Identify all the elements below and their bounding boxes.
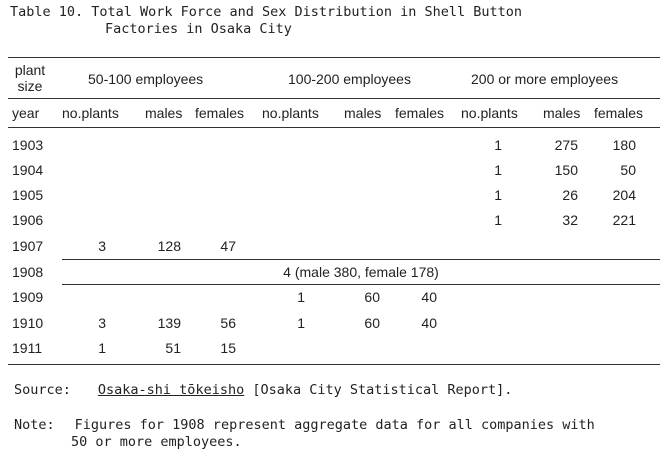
cell-females-100: 40 xyxy=(421,289,437,305)
cell-no-plants-200: 1 xyxy=(494,137,502,153)
source-line xyxy=(14,382,512,398)
cell-males-100: 60 xyxy=(364,289,380,305)
group-header-100-200: 100-200 employees xyxy=(288,71,411,87)
subheader-males-3: males xyxy=(543,105,581,121)
row-year: 1904 xyxy=(12,162,44,178)
span-rule-bottom xyxy=(62,284,660,285)
row-year: 1906 xyxy=(12,212,44,228)
cell-males-200: 32 xyxy=(562,212,578,228)
cell-females-50: 56 xyxy=(220,315,236,331)
cell-females-200: 221 xyxy=(612,212,636,228)
subheader-females-2: females xyxy=(395,105,445,121)
year-header: year xyxy=(12,105,40,121)
note xyxy=(14,417,595,451)
stub-header-line2: size xyxy=(17,78,43,94)
row-year: 1910 xyxy=(12,315,44,331)
cell-no-plants-50: 1 xyxy=(98,340,106,356)
note-line1: Figures for 1908 represent aggregate data for all companies with xyxy=(74,417,595,433)
header-rule xyxy=(8,98,660,99)
row-year: 1911 xyxy=(12,340,43,356)
subheader-females-3: females xyxy=(594,105,644,121)
cell-no-plants-200: 1 xyxy=(494,187,502,203)
subheader-females-1: females xyxy=(195,105,245,121)
row-year: 1909 xyxy=(12,289,44,305)
row-year: 1908 xyxy=(12,264,44,280)
bottom-rule xyxy=(8,364,660,365)
cell-no-plants-100: 1 xyxy=(297,289,305,305)
cell-females-200: 180 xyxy=(612,137,636,153)
subheader-no-plants-1: no.plants xyxy=(62,105,119,121)
cell-males-50: 128 xyxy=(157,238,181,254)
stub-header-line1: plant xyxy=(14,62,46,78)
subheader-no-plants-3: no.plants xyxy=(461,105,518,121)
source-title: Osaka-shi tōkeisho xyxy=(97,382,245,398)
cell-females-50: 15 xyxy=(220,340,236,356)
cell-females-200: 50 xyxy=(620,162,636,178)
cell-males-200: 275 xyxy=(554,137,578,153)
table-title-line2: Factories in Osaka City xyxy=(105,21,292,37)
top-rule xyxy=(8,57,660,58)
source-label: Source: xyxy=(14,382,71,398)
cell-males-200: 150 xyxy=(554,162,578,178)
table-title xyxy=(10,4,522,38)
cell-no-plants-100: 1 xyxy=(297,315,305,331)
cell-females-50: 47 xyxy=(220,238,236,254)
row-year: 1905 xyxy=(12,187,44,203)
cell-no-plants-200: 1 xyxy=(494,212,502,228)
stub-header xyxy=(8,62,52,94)
row-year: 1903 xyxy=(12,137,44,153)
span-rule-top xyxy=(62,259,660,260)
note-line2: 50 or more employees. xyxy=(71,434,242,450)
group-header-200-plus: 200 or more employees xyxy=(471,71,619,87)
note-label: Note: xyxy=(14,417,55,433)
row-span-aggregate: 4 (male 380, female 178) xyxy=(283,264,439,280)
subheader-rule xyxy=(8,127,660,128)
subheader-males-2: males xyxy=(344,105,382,121)
source-rest: [Osaka City Statistical Report]. xyxy=(244,382,513,398)
cell-males-50: 139 xyxy=(157,315,181,331)
cell-males-50: 51 xyxy=(165,340,181,356)
cell-males-100: 60 xyxy=(364,315,380,331)
group-header-50-100: 50-100 employees xyxy=(88,71,204,87)
row-year: 1907 xyxy=(12,238,44,254)
cell-females-100: 40 xyxy=(421,315,437,331)
cell-no-plants-200: 1 xyxy=(494,162,502,178)
table-title-line1: Table 10. Total Work Force and Sex Distribution in Shell Button xyxy=(10,4,523,20)
subheader-males-1: males xyxy=(145,105,183,121)
cell-no-plants-50: 3 xyxy=(98,315,106,331)
subheader-no-plants-2: no.plants xyxy=(262,105,319,121)
cell-males-200: 26 xyxy=(562,187,578,203)
cell-females-200: 204 xyxy=(612,187,636,203)
cell-no-plants-50: 3 xyxy=(98,238,106,254)
